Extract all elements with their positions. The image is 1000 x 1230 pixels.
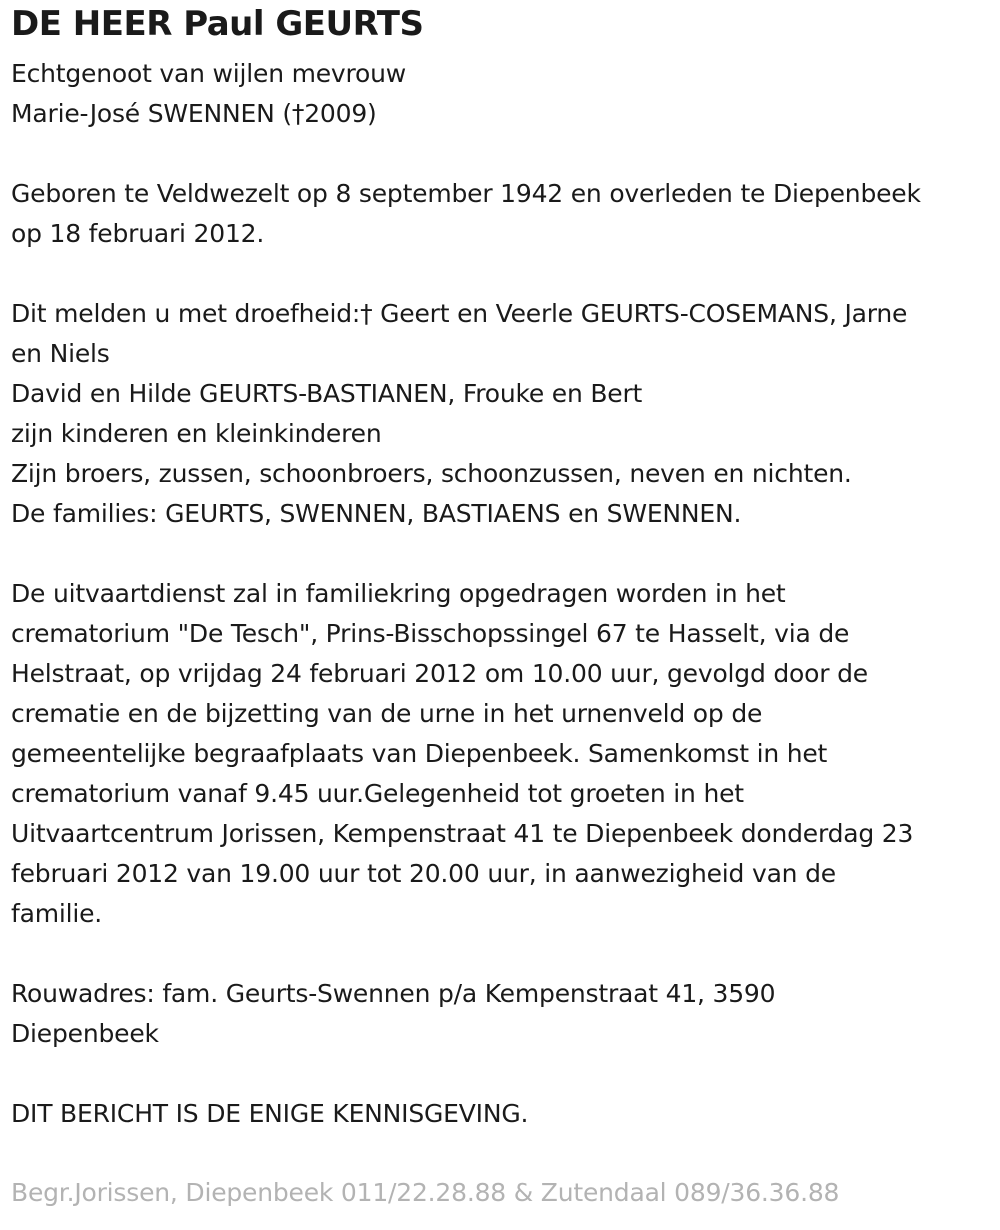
service-line: crematorium "De Tesch", Prins-Bisschopssingel 67 te Hasselt, via de [11,619,850,648]
service-line: gemeentelijke begraafplaats van Diepenbeek. Samenkomst in het [11,739,828,768]
service-line: februari 2012 van 19.00 uur tot 20.00 uur, in aanwezigheid van de [11,859,836,888]
family-block [11,294,996,534]
service-line: De uitvaartdienst zal in familiekring opgedragen worden in het [11,579,786,608]
death-notice [11,0,996,1134]
spouse-line: Echtgenoot van wijlen mevrouw [11,59,407,88]
family-line: zijn kinderen en kleinkinderen [11,419,382,448]
spouse-name-line: Marie-José SWENNEN (†2009) [11,99,377,128]
family-line: De families: GEURTS, SWENNEN, BASTIAENS en SWENNEN. [11,499,742,528]
service-line: familie. [11,899,103,928]
family-line: David en Hilde GEURTS-BASTIANEN, Frouke en Bert [11,379,643,408]
spacer [11,534,996,574]
spacer [11,934,996,974]
birth-death-block [11,174,996,254]
spacer [11,1054,996,1094]
spouse-block [11,54,996,134]
only-notice-statement: DIT BERICHT IS DE ENIGE KENNISGEVING. [11,1099,529,1128]
mourning-address-block [11,974,996,1054]
address-line: Diepenbeek [11,1019,159,1048]
birth-death-line: Geboren te Veldwezelt op 8 september 1942 en overleden te Diepenbeek [11,179,921,208]
service-line: crematie en de bijzetting van de urne in het urnenveld op de [11,699,763,728]
birth-death-line: op 18 februari 2012. [11,219,265,248]
family-line: Dit melden u met droefheid:† Geert en Veerle GEURTS-COSEMANS, Jarne [11,299,908,328]
family-line: Zijn broers, zussen, schoonbroers, schoonzussen, neven en nichten. [11,459,852,488]
address-line: Rouwadres: fam. Geurts-Swennen p/a Kempenstraat 41, 3590 [11,979,776,1008]
spacer [11,254,996,294]
service-line: Uitvaartcentrum Jorissen, Kempenstraat 41 te Diepenbeek donderdag 23 [11,819,914,848]
funeral-service-block [11,574,996,934]
service-line: Helstraat, op vrijdag 24 februari 2012 om 10.00 uur, gevolgd door de [11,659,868,688]
funeral-home-footer: Begr.Jorissen, Diepenbeek 011/22.28.88 & Zutendaal 089/36.36.88 [11,1178,840,1207]
deceased-name-title: DE HEER Paul GEURTS [11,4,424,44]
spacer [11,134,996,174]
service-line: crematorium vanaf 9.45 uur.Gelegenheid tot groeten in het [11,779,744,808]
family-line: en Niels [11,339,110,368]
